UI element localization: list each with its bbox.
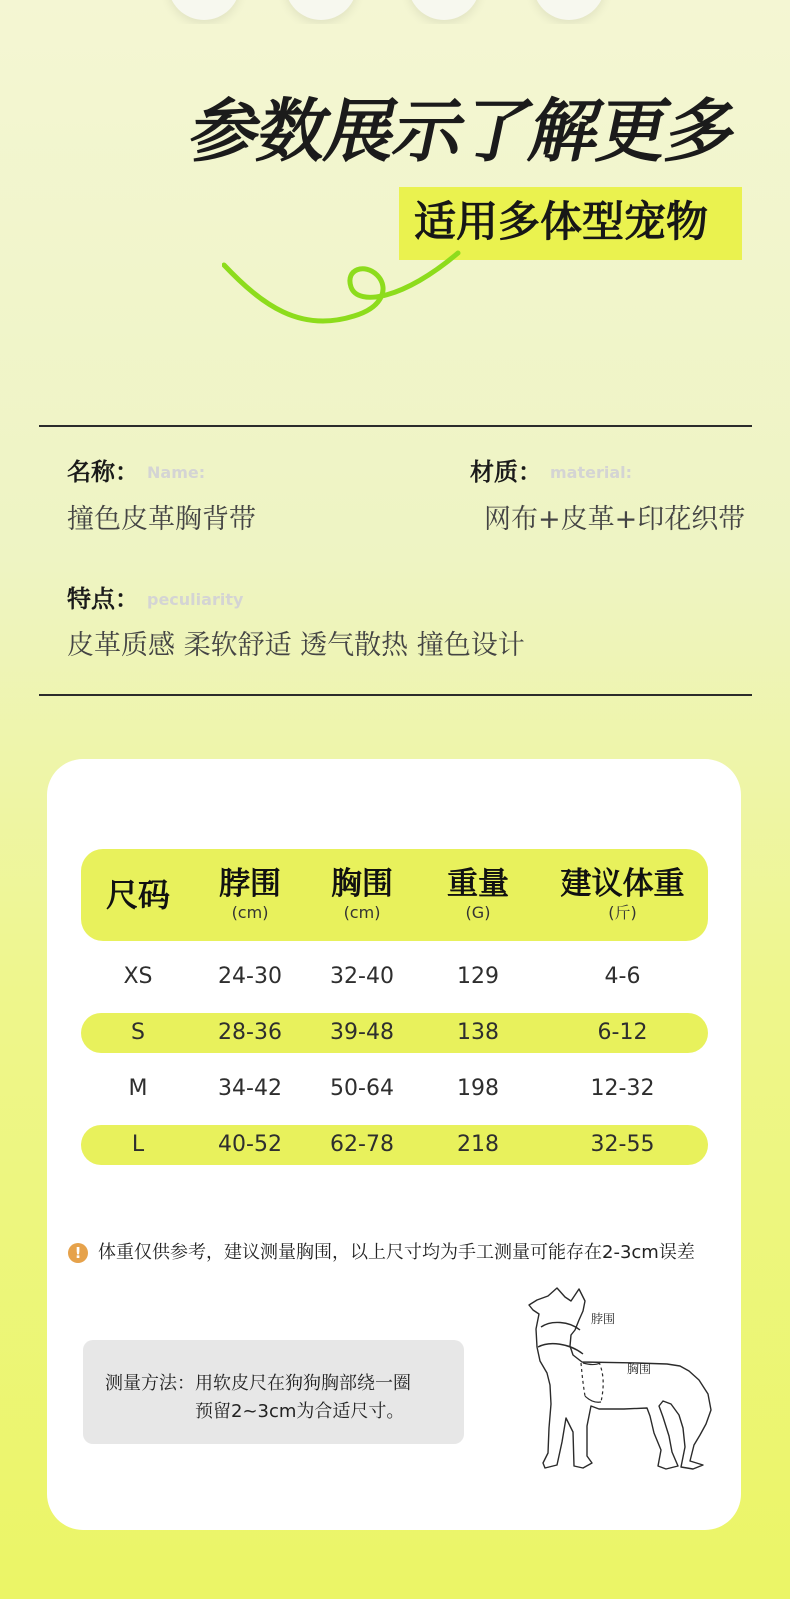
neck-value: 28-36 [218, 1020, 282, 1045]
page-title: 参数展示了解更多 [182, 92, 744, 172]
header-size-label: 尺码 [105, 876, 170, 914]
weight-value: 198 [457, 1076, 499, 1101]
weight-value: 129 [457, 964, 499, 989]
chest-value: 32-40 [330, 964, 394, 989]
header-cell-neck [195, 849, 305, 941]
size-value: L [131, 1132, 145, 1157]
neck-strap-line [541, 1322, 580, 1330]
features-label-text: 特点： [67, 585, 139, 613]
table-cell [195, 1125, 305, 1165]
weight-value: 218 [457, 1132, 499, 1157]
recommended-weight-value: 6-12 [597, 1020, 648, 1045]
chest-dash-left [581, 1363, 585, 1396]
subtitle-badge: 适用多体型宠物 [399, 187, 742, 260]
size-value: M [128, 1076, 148, 1101]
material-label [470, 460, 632, 484]
decorative-circle [168, 0, 240, 20]
table-row [81, 957, 708, 997]
header-neck-label: 脖围 [219, 866, 281, 902]
table-cell [305, 1125, 419, 1165]
neck-value: 40-52 [218, 1132, 282, 1157]
header-chest-unit: (cm) [343, 903, 381, 922]
table-cell [305, 1069, 419, 1109]
table-row [81, 1069, 708, 1109]
recommended-weight-value: 4-6 [604, 964, 641, 989]
header-cell-size [81, 849, 195, 941]
measurement-box [83, 1340, 464, 1444]
header-chest-label: 胸围 [331, 866, 393, 902]
table-cell [537, 1125, 708, 1165]
size-table [81, 849, 708, 1165]
header-weight-unit: (G) [465, 903, 491, 922]
table-cell [419, 1125, 537, 1165]
top-divider [39, 425, 752, 427]
recommended-weight-value: 32-55 [590, 1132, 655, 1157]
table-cell [195, 1069, 305, 1109]
chest-bottom-line [585, 1396, 601, 1402]
size-value: XS [123, 964, 153, 989]
neck-lower-line [538, 1344, 583, 1354]
table-cell [81, 1125, 195, 1165]
decorative-circle [408, 0, 480, 20]
name-value: 撞色皮革胸背带 [67, 504, 256, 535]
table-cell [81, 1013, 195, 1053]
table-row [81, 1013, 708, 1053]
dog-outline [529, 1288, 711, 1469]
neck-label: 脖围 [591, 1312, 616, 1326]
chest-value: 39-48 [330, 1020, 394, 1045]
table-cell [81, 957, 195, 997]
size-value: S [131, 1020, 145, 1045]
table-row [81, 1125, 708, 1165]
material-label-text: 材质： [470, 458, 542, 486]
dog-diagram-icon [527, 1283, 725, 1473]
name-english-label: Name: [147, 463, 206, 482]
features-label [67, 587, 243, 611]
table-cell [305, 1013, 419, 1053]
chest-top-line [583, 1363, 600, 1365]
header-weight-label: 重量 [447, 866, 509, 902]
table-cell [419, 1069, 537, 1109]
note-text: 体重仅供参考，建议测量胸围，以上尺寸均为手工测量可能存在2-3cm误差 [98, 1242, 695, 1263]
table-cell [537, 1013, 708, 1053]
header-recommended-weight-label: 建议体重 [560, 866, 685, 902]
bottom-divider [39, 694, 752, 696]
neck-value: 24-30 [218, 964, 282, 989]
material-value: 网布+皮革+印花织带 [484, 504, 746, 535]
material-english-label: material: [550, 463, 633, 482]
chest-label: 胸围 [627, 1362, 652, 1376]
table-cell [81, 1069, 195, 1109]
leash-decoration [222, 247, 462, 337]
measurement-line-2: 预留2~3cm为合适尺寸。 [195, 1400, 405, 1422]
chest-value: 62-78 [330, 1132, 394, 1157]
table-cell [195, 1013, 305, 1053]
warning-icon: ! [68, 1243, 88, 1263]
features-value: 皮革质感 柔软舒适 透气散热 撞色设计 [67, 630, 525, 661]
header-cell-chest [305, 849, 419, 941]
header-cell-recommended-weight [537, 849, 708, 941]
size-table-header [81, 849, 708, 941]
name-label-text: 名称： [67, 458, 139, 486]
top-decorative-circles [0, 0, 790, 24]
name-label [67, 460, 205, 484]
neck-value: 34-42 [218, 1076, 282, 1101]
header-neck-unit: (cm) [231, 903, 269, 922]
table-cell [537, 1069, 708, 1109]
table-cell [537, 957, 708, 997]
recommended-weight-value: 12-32 [590, 1076, 655, 1101]
table-cell [305, 957, 419, 997]
chest-value: 50-64 [330, 1076, 394, 1101]
measurement-note [68, 1243, 695, 1263]
decorative-circle [285, 0, 357, 20]
table-cell [419, 1013, 537, 1053]
weight-value: 138 [457, 1020, 499, 1045]
table-cell [419, 957, 537, 997]
measurement-line-1: 测量方法：用软皮尺在狗狗胸部绕一圈 [105, 1373, 411, 1394]
decorative-circle [533, 0, 605, 20]
leash-line [224, 253, 458, 321]
header-cell-weight [419, 849, 537, 941]
header-recommended-weight-unit: (斤) [608, 903, 637, 922]
features-english-label: peculiarity [147, 590, 244, 609]
chest-dash-right [599, 1362, 603, 1402]
table-cell [195, 957, 305, 997]
